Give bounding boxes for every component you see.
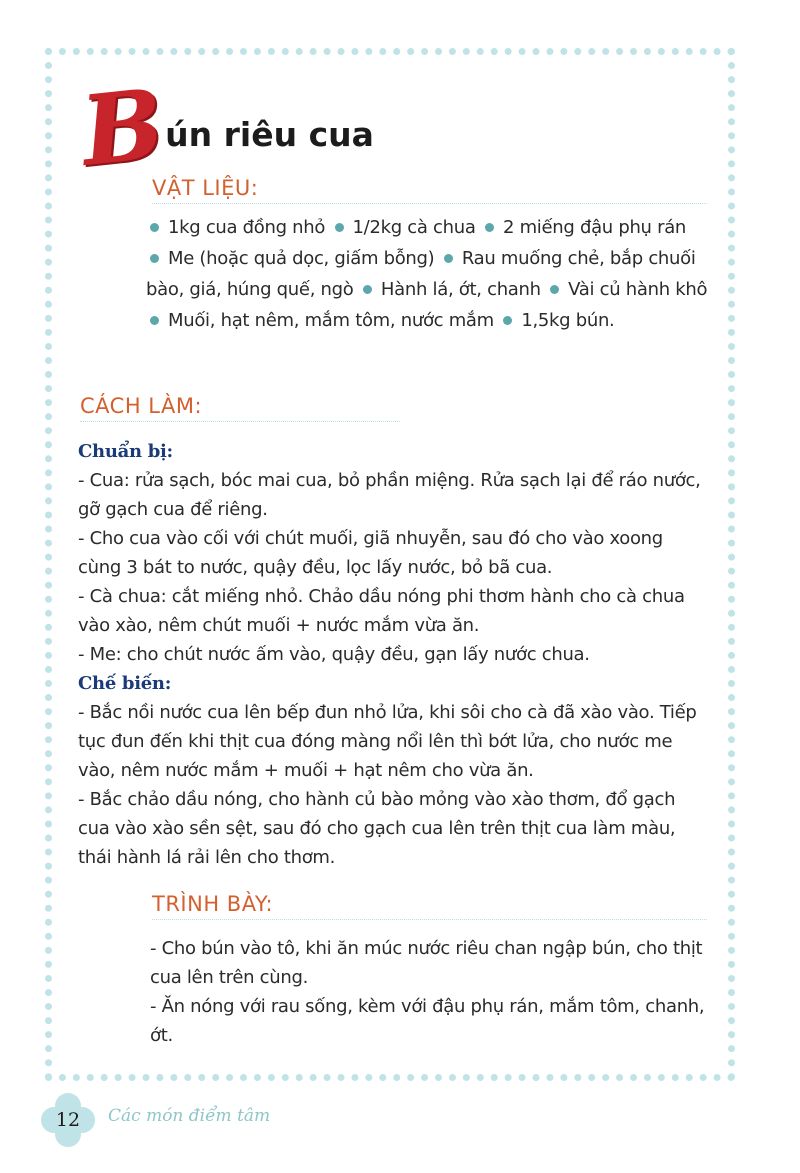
- page-number-badge: [40, 1092, 96, 1148]
- bullet-icon: [150, 254, 159, 263]
- prep-subheading: Chuẩn bị:: [78, 441, 173, 462]
- book-title: Các món điểm tâm: [108, 1106, 271, 1126]
- ingredient-item: Hành lá, ớt, chanh: [359, 279, 541, 300]
- bullet-icon: [444, 254, 453, 263]
- ingredients-heading: VẬT LIỆU:: [152, 176, 259, 200]
- serving-step: - Ăn nóng với rau sống, kèm với đậu phụ rán, mắm tôm, chanh, ớt.: [150, 996, 705, 1046]
- cook-step: - Bắc nồi nước cua lên bếp đun nhỏ lửa, khi sôi cho cà đã xào vào. Tiếp tục đun đến khi thịt cua đóng màng nổi lên thì bớt lửa, cho nước me vào, nêm nước mắm + muối + hạt nêm cho vừa ăn.: [78, 702, 697, 781]
- ingredient-item: 1kg cua đồng nhỏ: [146, 217, 325, 238]
- serving-heading: TRÌNH BÀY:: [152, 892, 274, 916]
- ingredient-item: 1,5kg bún.: [499, 310, 614, 331]
- prep-step: - Cà chua: cắt miếng nhỏ. Chảo dầu nóng phi thơm hành cho cà chua vào xào, nêm chút muối + nước mắm vừa ăn.: [78, 586, 685, 636]
- bullet-icon: [485, 223, 494, 232]
- ingredient-item: 2 miếng đậu phụ rán: [481, 217, 686, 238]
- method-body: [78, 437, 708, 872]
- prep-step: - Cho cua vào cối với chút muối, giã nhuyễn, sau đó cho vào xoong cùng 3 bát to nước, quậy đều, lọc lấy nước, bỏ bã cua.: [78, 528, 663, 578]
- ingredient-item: Me (hoặc quả dọc, giấm bỗng): [146, 248, 434, 269]
- prep-step: - Cua: rửa sạch, bóc mai cua, bỏ phần miệng. Rửa sạch lại để ráo nước, gỡ gạch cua để riêng.: [78, 470, 701, 520]
- ingredient-item: Vài củ hành khô: [546, 279, 707, 300]
- bullet-icon: [335, 223, 344, 232]
- title-initial: B: [76, 67, 169, 188]
- title-rest: ún riêu cua: [165, 115, 374, 154]
- bullet-icon: [363, 285, 372, 294]
- method-heading-rule: [80, 421, 400, 422]
- ingredient-item: Rau muống chẻ, bắp chuối bào, giá, húng quế, ngò: [146, 248, 696, 300]
- bullet-icon: [503, 316, 512, 325]
- prep-step: - Me: cho chút nước ấm vào, quậy đều, gạn lấy nước chua.: [78, 644, 590, 665]
- ingredients-list: [146, 212, 710, 336]
- ingredient-item: 1/2kg cà chua: [331, 217, 476, 238]
- page-number: 12: [55, 1109, 81, 1131]
- bullet-icon: [150, 223, 159, 232]
- bullet-icon: [550, 285, 559, 294]
- serving-body: [150, 934, 710, 1050]
- ingredient-item: Muối, hạt nêm, mắm tôm, nước mắm: [146, 310, 494, 331]
- bullet-icon: [150, 316, 159, 325]
- serving-heading-rule: [152, 919, 707, 920]
- ingredients-heading-rule: [152, 203, 707, 204]
- method-heading: CÁCH LÀM:: [80, 394, 203, 418]
- serving-step: - Cho bún vào tô, khi ăn múc nước riêu chan ngập bún, cho thịt cua lên trên cùng.: [150, 938, 703, 988]
- cook-subheading: Chế biến:: [78, 673, 172, 694]
- cook-step: - Bắc chảo dầu nóng, cho hành củ bào mỏng vào xào thơm, đổ gạch cua vào xào sền sệt, sau đó cho gạch cua lên trên thịt cua làm màu, thái hành lá rải lên cho thơm.: [78, 789, 676, 868]
